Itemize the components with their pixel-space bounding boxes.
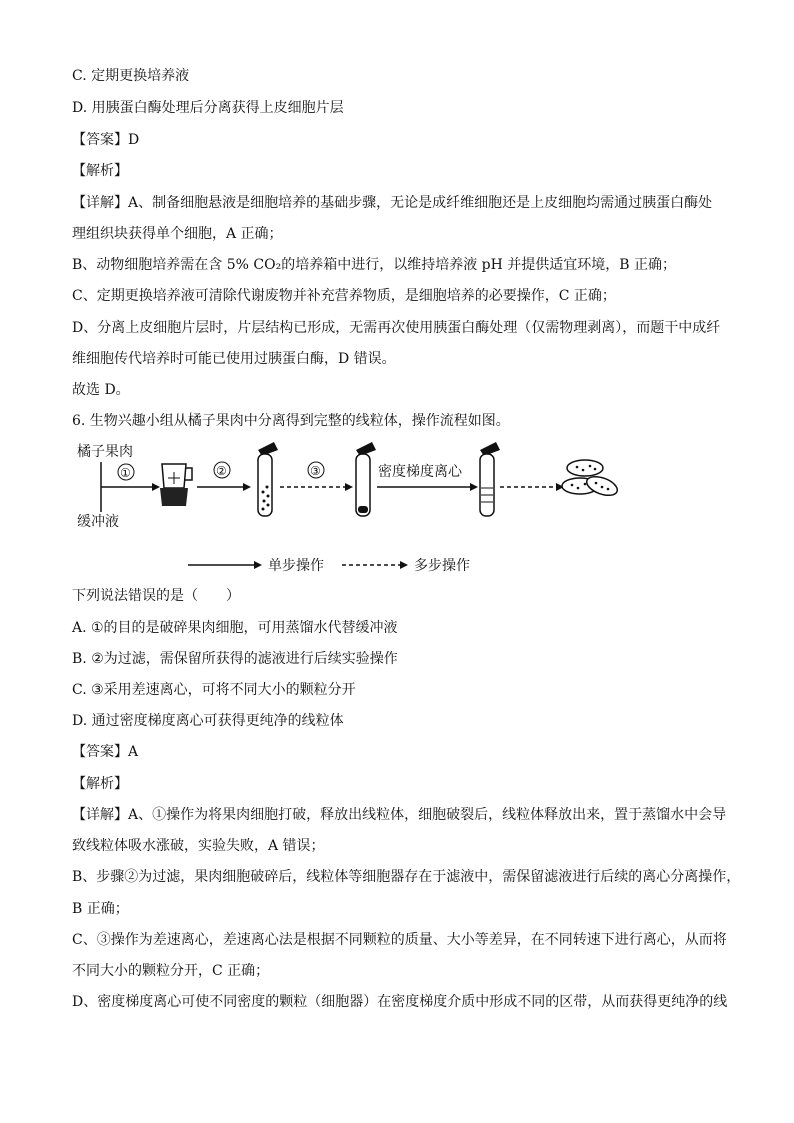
arrow-head xyxy=(345,483,353,491)
detail-paragraph: 不同大小的颗粒分开，C 正确； xyxy=(72,963,270,979)
question-stem: 6. 生物兴趣小组从橘子果肉中分离得到完整的线粒体，操作流程如图。 xyxy=(72,413,510,429)
detail-paragraph: 维细胞传代培养时可能已使用过胰蛋白酶，D 错误。 xyxy=(72,351,396,367)
legend-multi-step: 多步操作 xyxy=(414,558,470,574)
analysis-title: 【解析】 xyxy=(72,776,128,792)
analysis-title: 【解析】 xyxy=(72,163,128,179)
detail-paragraph: B、动物细胞培养需在含 5% CO₂的培养箱中进行，以维持培养液 pH 并提供适宜环境，B 正确； xyxy=(72,257,677,273)
detail-paragraph: 【详解】A、①操作为将果肉细胞打破，释放出线粒体，细胞破裂后，线粒体释放出来，置于蒸馏水中会导 xyxy=(72,807,727,823)
arrow-head xyxy=(254,561,262,569)
arrow-head xyxy=(152,483,160,491)
question-prompt: 下列说法错误的是（ ） xyxy=(72,588,240,604)
detail-paragraph: 致线粒体吸水涨破，实验失败，A 错误； xyxy=(72,838,325,854)
input-buffer: 缓冲液 xyxy=(77,514,119,530)
option-c: C. 定期更换培养液 xyxy=(72,68,190,84)
step2-label: ② xyxy=(216,464,227,478)
detail-paragraph: B、步骤②为过滤，果肉细胞破碎后，线粒体等细胞器存在于滤液中，需保留滤液进行后续的离心分离操作， xyxy=(72,869,741,885)
blender-icon xyxy=(160,464,192,506)
answer-label: 【答案】A xyxy=(72,744,139,760)
detail-paragraph: 【详解】A、制备细胞悬液是细胞培养的基础步骤，无论是成纤维细胞还是上皮细胞均需通过胰蛋白酶处 xyxy=(72,195,713,211)
legend-single-step: 单步操作 xyxy=(268,558,324,574)
process-flow-diagram xyxy=(60,434,740,584)
test-tube-icon xyxy=(258,442,278,516)
option-a: A. ①的目的是破碎果肉细胞，可用蒸馏水代替缓冲液 xyxy=(72,620,398,636)
answer-label: 【答案】D xyxy=(72,132,140,148)
arrow-head xyxy=(470,483,478,491)
arrow-head xyxy=(243,483,251,491)
detail-paragraph: B 正确； xyxy=(72,901,129,917)
detail-paragraph: D、分离上皮细胞片层时，片层结构已形成，无需再次使用胰蛋白酶处理（仅需物理剥离），而题干中成纤 xyxy=(72,320,721,336)
test-tube-icon xyxy=(356,442,376,516)
detail-paragraph: D、密度梯度离心可使不同密度的颗粒（细胞器）在密度梯度介质中形成不同的区带，从而获得更纯净的线 xyxy=(72,994,728,1010)
option-b: B. ②为过滤，需保留所获得的滤液进行后续实验操作 xyxy=(72,651,398,667)
test-tube-icon xyxy=(480,442,500,516)
option-d: D. 用胰蛋白酶处理后分离获得上皮细胞片层 xyxy=(72,100,344,116)
conclusion: 故选 D。 xyxy=(72,382,130,398)
step3-label: ③ xyxy=(310,464,321,478)
input-orange-pulp: 橘子果肉 xyxy=(77,444,133,460)
step1-label: ① xyxy=(120,466,131,480)
detail-paragraph: C、定期更换培养液可清除代谢废物并补充营养物质，是细胞培养的必要操作，C 正确； xyxy=(72,288,616,304)
detail-paragraph: 理组织块获得单个细胞，A 正确； xyxy=(72,226,283,242)
arrow-head xyxy=(400,561,408,569)
detail-paragraph: C、③操作为差速离心，差速离心法是根据不同颗粒的质量、大小等差异，在不同转速下进行离心，从而将 xyxy=(72,932,727,948)
legend xyxy=(188,557,470,574)
step4-label: 密度梯度离心 xyxy=(378,464,462,480)
option-c: C. ③采用差速离心，可将不同大小的颗粒分开 xyxy=(72,682,356,698)
option-d: D. 通过密度梯度离心可获得更纯净的线粒体 xyxy=(72,713,344,729)
mitochondria-icon xyxy=(562,460,620,499)
